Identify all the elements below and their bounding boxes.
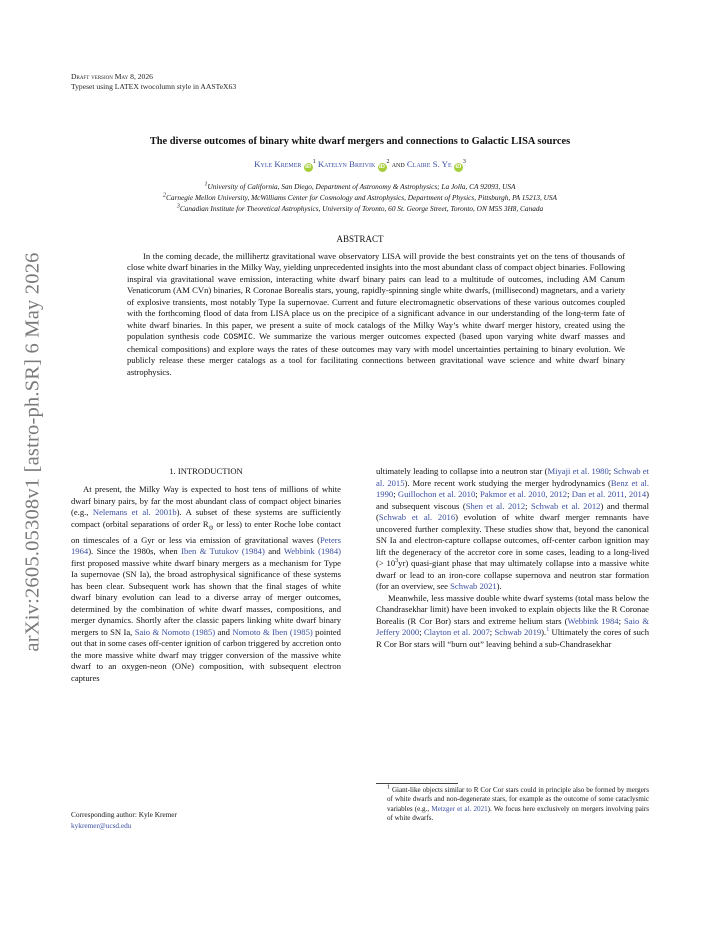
citation-link[interactable]: Shen et al. 2012 [465,500,526,511]
intro-paragraph-2: Meanwhile, less massive double white dwarf systems (total mass below the Chandrasekhar limit) have been invoked to explain objects like the R Coronae Borealis (R Cor Bor) stars and extreme helium stars (Webbink 1984; Saio & Jeffery 2000; Clayton et al. 2007; Schwab 2019).$^1$ Ultimately the cores of such R Cor Bor stars will “burn out” leaving behind a sub-Chandrasekhar [376,592,649,649]
typeset-note: Typeset using LATEX twocolumn style in AASTeX63 [71,82,237,91]
citation-link[interactable]: Saio & Jeffery 2000 [376,615,649,637]
citation-link[interactable]: Miyaji et al. 1980 [547,466,609,476]
footnote-marker[interactable]: 1 [546,627,550,634]
citation-link[interactable]: Clayton et al. 2007 [423,627,490,637]
orcid-icon[interactable]: iD [455,164,462,170]
arxiv-identifier: arXiv:2605.05308v1 [astro-ph.SR] 6 May 2026 [21,252,44,652]
citation-link[interactable]: Schwab 2019 [494,627,542,637]
abstract-text: In the coming decade, the millihertz gravitational wave observatory LISA will provide the best constraints yet on the tens of thousands of close white dwarf binaries in the Milky Way, yielding unprecedented insights into the most abundant class of compact object binaries. Following inspiral via gravitational wave emission, interacting white dwarf binary pairs can lead to a multitude of outcomes, including AM Canum Venaticorum (AM CVn) binaries, R Coronae Borealis stars, young, rapidly-spinning single white dwarfs, (millisecond) magnetars, and a variety of explosive transients, most notably Type Ia supernovae. Current and future electromagnetic observations of these various outcomes coupled with the forthcoming flood of data from LISA place us on the precipice of a significant advance in our understanding of the long-term fate of white dwarf binaries. In this paper, we present a suite of mock catalogs of the Milky Way’s white dwarf merger history, created using the population synthesis code COSMIC. We summarize the various merger outcomes expected (based upon varying white dwarf masses and chemical compositions) and explore ways the rates of these outcomes may vary with model uncertainties pertaining to binary evolution. We publicly release these merger catalogs as a tool for facilitating connections between gravitational wave science and white dwarf binary astrophysics. [127,251,625,377]
citation-link[interactable]: Schwab et al. 2016 [378,512,456,522]
draft-version: Draft version May 8, 2026 [71,72,153,81]
header-note [71,72,236,92]
affiliations [40,181,680,214]
author-and: and [391,159,405,169]
arxiv-identifier-margin [14,232,52,672]
citation-link[interactable]: Pakmor et al. 2010, 2012 [479,489,568,499]
citation-link[interactable]: Benz et al. 1990 [376,477,650,499]
code-name: COSMIC [223,333,253,343]
abstract-heading: ABSTRACT [336,234,384,244]
author-kremer[interactable]: Kyle Kremer [254,159,302,169]
intro-paragraph-1: At present, the Milky Way is expected to host tens of millions of white dwarf binary pairs, by far the most abundant class of compact object binaries (e.g., Nelemans et al. 2001b). A subset of these systems are sufficiently compact (orbital separations of order $R_⊙$ or less) to enter Roche lobe contact on timescales of a Gyr or less via emission of gravitational waves (Peters 1964). Since the 1980s, when Iben & Tutukov (1984) and Webbink (1984) first proposed massive white dwarf binary mergers as a mechanism for Type Ia supernovae (SN Ia), the broad astrophysical significance of these systems has been clear. Subsequent work has shown that the final stages of white dwarf binary evolution can lead to a diverse array of merger outcomes, determined by the combination of white dwarf masses, compositions, and merger dynamics. Shortly after the classic papers linking white dwarf binary mergers to SN Ia, Saio & Nomoto (1985) and Nomoto & Iben (1985) pointed out that in some cases off-center ignition of carbon triggered by accretion onto the more massive white dwarf may trigger conversion of the massive white dwarf to an oxygen-neon (ONe) composition, with subsequent electron captures [71,484,342,683]
orcid-icon[interactable]: iD [305,164,312,170]
corresponding-author [71,809,177,831]
author-list: Kyle Kremer $iD^1$ Katelyn Breivik $iD^2$ and Claire S. Ye $iD^3$ [254,159,466,170]
author-ye[interactable]: Claire S. Ye [406,159,452,169]
citation-link[interactable]: Dan et al. 2011, 2014 [571,489,647,499]
right-column [376,466,649,650]
citation-link[interactable]: Guillochon et al. 2010 [397,489,476,499]
left-column [71,484,341,684]
citation-link[interactable]: Iben & Tutukov (1984) [181,546,265,557]
citation-link[interactable]: Webbink 1984 [567,615,619,626]
footnote-number: 1 [387,784,390,791]
citation-link[interactable]: Peters 1964 [71,534,341,557]
citation-link[interactable]: Saio & Nomoto (1985) [134,626,216,637]
paper-title: The diverse outcomes of binary white dwarf mergers and connections to Galactic LISA sources [149,136,571,147]
citation-link[interactable]: Nelemans et al. 2001b [92,507,177,517]
affiliation-2: $^2$Carnegie Mellon University, McWilliams Center for Cosmology and Astrophysics, Department of Physics, Pittsburgh, PA 15213, USA [162,192,558,202]
corresponding-author-label: Corresponding author: Kyle Kremer [71,810,177,819]
section-heading-introduction: 1. INTRODUCTION [169,466,243,476]
affiliation-3: $^3$Canadian Institute for Theoretical Astrophysics, University of Toronto, 60 St. George Street, Toronto, ON M5S 3H8, Canada [176,203,544,213]
affiliation-1: $^1$University of California, San Diego, Department of Astronomy & Astrophysics; La Jolla, CA 92093, USA [204,181,516,191]
orcid-icon[interactable]: iD [379,164,385,170]
citation-link[interactable]: Nomoto & Iben (1985) [232,626,313,637]
footnote-1: $^1$ Giant-like objects similar to R Cor Cor stars could in principle also be formed by mergers of white dwarfs and non-degenerate stars, for example as the outcome of some cataclysmic variables (e.g., Metzger et al. 2021). We focus here exclusively on mergers involving pairs of white dwarfs. [387,784,649,823]
intro-paragraph-1-continued: ultimately leading to collapse into a neutron star (Miyaji et al. 1980; Schwab et al. 2015). More recent work studying the merger hydrodynamics (Benz et al. 1990; Guillochon et al. 2010; Pakmor et al. 2010, 2012; Dan et al. 2011, 2014) and subsequent viscous (Shen et al. 2012; Schwab et al. 2012) and thermal (Schwab et al. 2016) evolution of white dwarf merger remnants have uncovered further complexity. These studies show that, beyond the canonical SN Ia and electron-capture collapse outcomes, off-center carbon ignition may lift the degeneracy of the accretor core in some cases, leading to a long-lived (> $10^3yr$) quasi-giant phase that may ultimately collapse into a massive white dwarf or lead to an iron-core collapse supernova and neutron star formation (for an overview, see Schwab 2021). [376,466,650,591]
citation-link[interactable]: Schwab 2021 [450,581,497,591]
citation-link[interactable]: Metzger et al. 2021 [431,804,488,813]
citation-link[interactable]: Schwab et al. 2015 [376,466,649,488]
corresponding-email-link[interactable]: kykremer@ucsd.edu [71,821,132,830]
citation-link[interactable]: Schwab et al. 2012 [531,500,601,511]
citation-link[interactable]: Webbink (1984) [283,546,341,557]
author-breivik[interactable]: Katelyn Breivik [317,159,376,169]
